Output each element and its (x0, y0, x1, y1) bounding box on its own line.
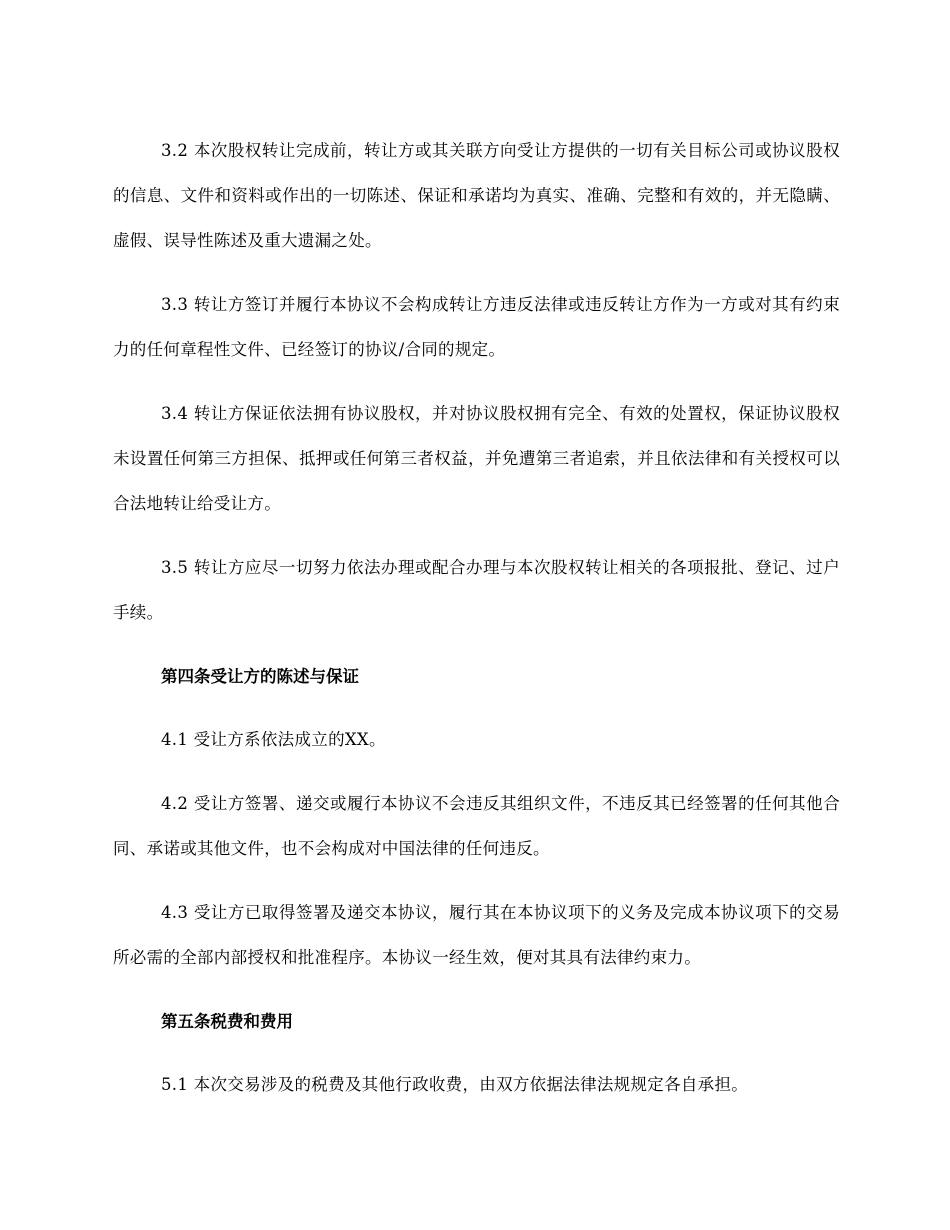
clause-3-3: 3.3 转让方签订并履行本协议不会构成转让方违反法律或违反转让方作为一方或对其有约束力的任何章程性文件、已经签订的协议/合同的规定。 (113, 295, 840, 359)
clause-4-3: 4.3 受让方已取得签署及递交本协议，履行其在本协议项下的义务及完成本协议项下的交易所必需的全部内部授权和批准程序。本协议一经生效，便对其具有法律约束力。 (113, 903, 840, 967)
article-4-heading: 第四条受让方的陈述与保证 (161, 667, 359, 686)
clause-3-5: 3.5 转让方应尽一切努力依法办理或配合办理与本次股权转让相关的各项报批、登记、过户手续。 (113, 558, 840, 622)
clause-3-4: 3.4 转让方保证依法拥有协议股权，并对协议股权拥有完全、有效的处置权，保证协议股权未设置任何第三方担保、抵押或任何第三者权益，并免遭第三者追索，并且依法律和有关授权可以合法地转让给受让方。 (113, 404, 840, 513)
clause-4-1: 4.1 受让方系依法成立的XX。 (161, 730, 386, 749)
document-body (113, 128, 840, 1126)
clause-3-2: 3.2 本次股权转让完成前，转让方或其关联方向受让方提供的一切有关目标公司或协议股权的信息、文件和资料或作出的一切陈述、保证和承诺均为真实、准确、完整和有效的，并无隐瞒、虚假、误导性陈述及重大遗漏之处。 (113, 141, 840, 250)
clause-4-2: 4.2 受让方签署、递交或履行本协议不会违反其组织文件，不违反其已经签署的任何其他合同、承诺或其他文件，也不会构成对中国法律的任何违反。 (113, 794, 840, 858)
article-5-heading: 第五条税费和费用 (161, 1012, 293, 1031)
clause-5-1: 5.1 本次交易涉及的税费及其他行政收费，由双方依据法律法规规定各自承担。 (161, 1075, 749, 1094)
